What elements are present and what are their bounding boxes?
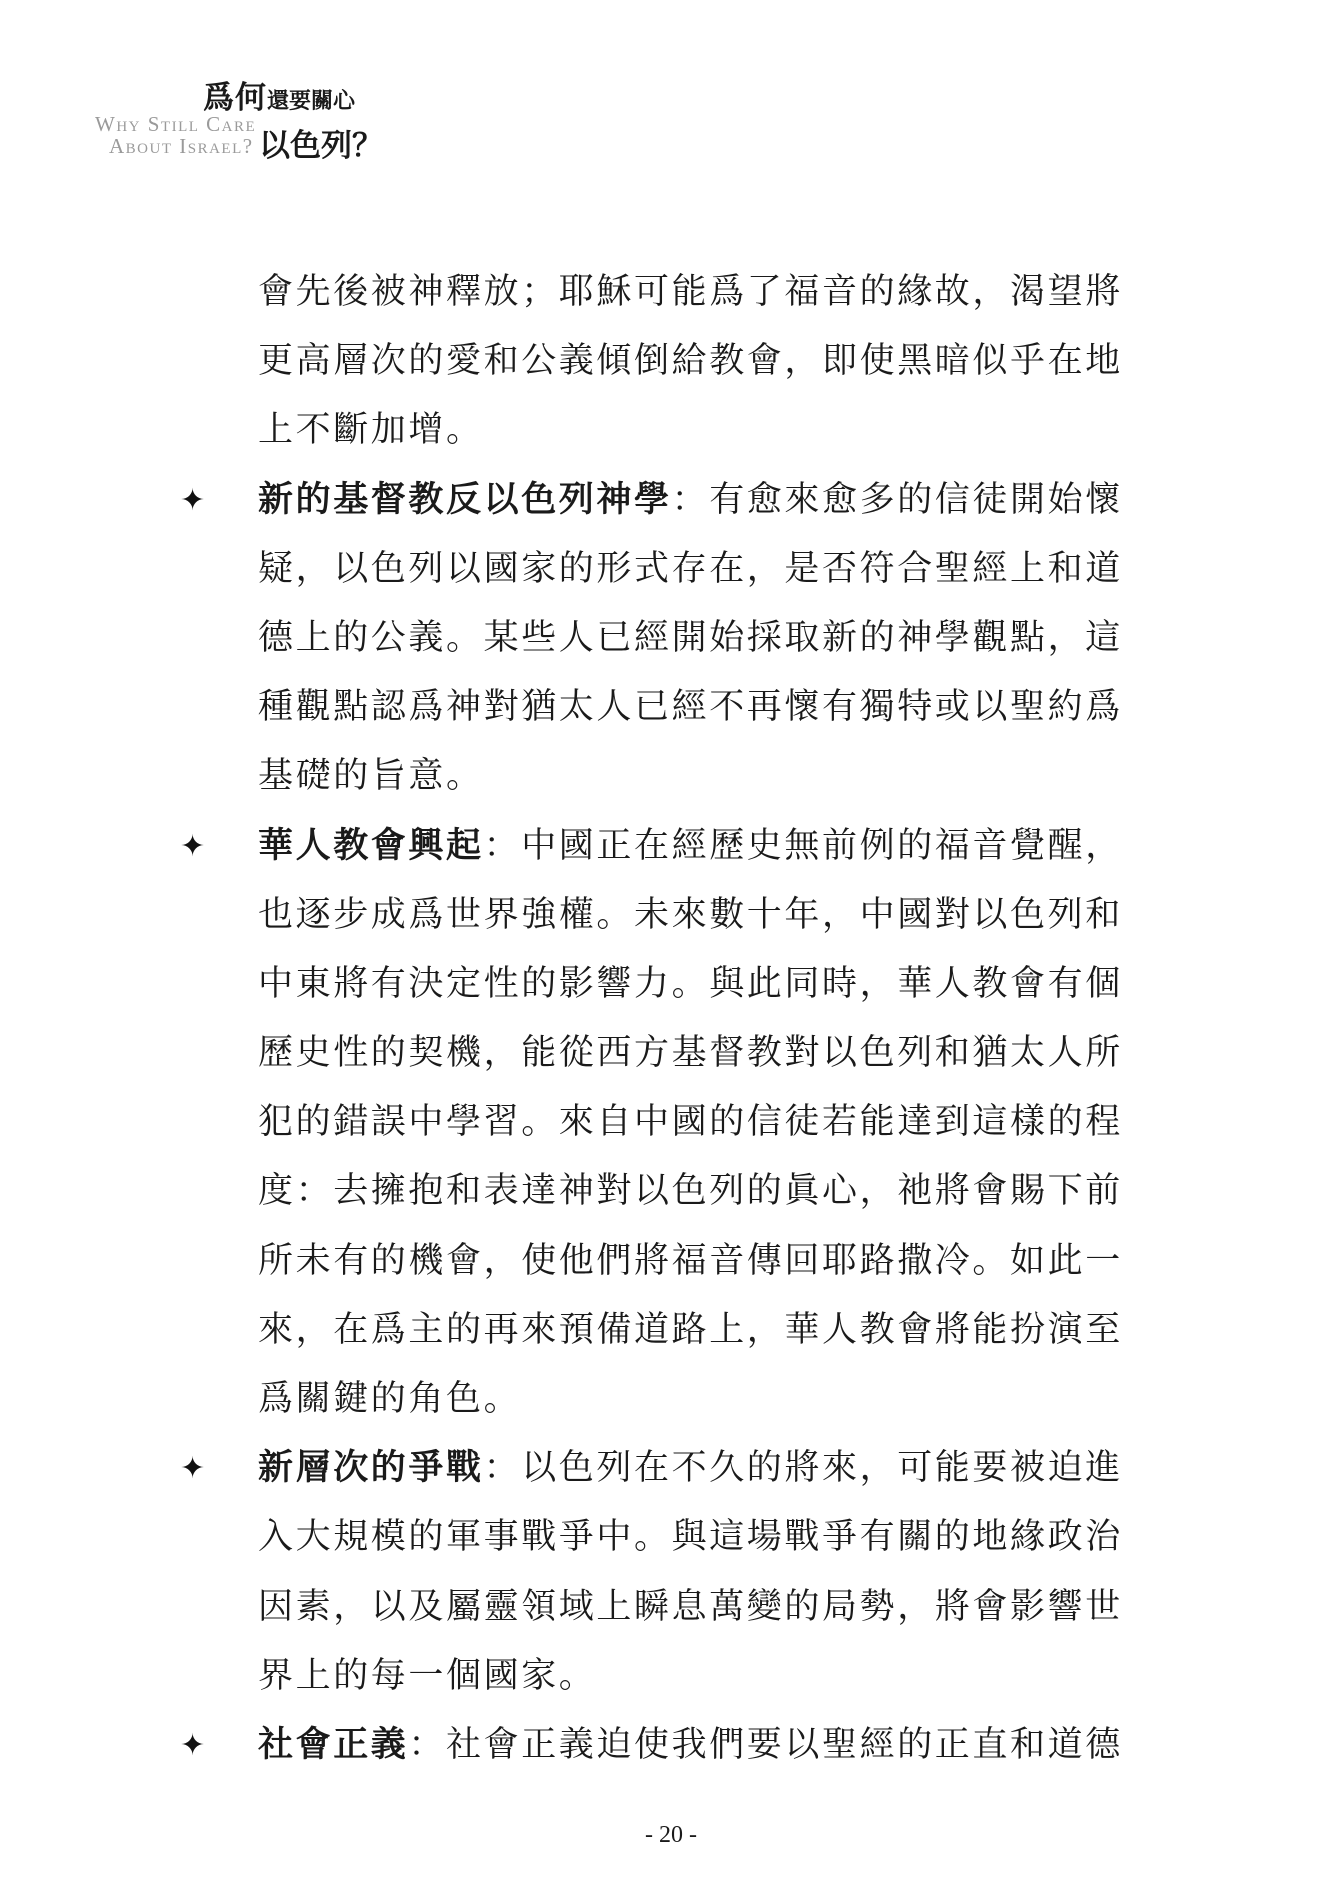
- body-line: 種觀點認爲神對猶太人已經不再懷有獨特或以聖約爲: [258, 687, 1123, 728]
- body-line: 更高層次的愛和公義傾倒給教會，即使黑暗似乎在地: [258, 341, 1123, 382]
- body-line: 德上的公義。某些人已經開始採取新的神學觀點，這: [258, 617, 1123, 658]
- bullet-item-first-line: [180, 1434, 1158, 1503]
- bullet-item-first-line: [180, 466, 1158, 535]
- header-english-line1: Why Still Care: [95, 112, 257, 136]
- body-line: 度：去擁抱和表達神對以色列的眞心，祂將會賜下前: [258, 1171, 1123, 1212]
- body-line: 中東將有決定性的影響力。與此同時，華人教會有個: [258, 963, 1123, 1004]
- body-line: 歷史性的契機，能從西方基督教對以色列和猶太人所: [258, 1033, 1123, 1074]
- body-line: 上不斷加增。: [258, 410, 484, 451]
- bullet-text: ：以色列在不久的將來，可能要被迫進: [483, 1448, 1123, 1489]
- page-body: [180, 258, 1158, 1780]
- star-bullet-icon: ✦: [180, 1727, 208, 1763]
- bullet-term: 新的基督教反以色列神學: [258, 479, 672, 520]
- star-bullet-icon: ✦: [180, 828, 208, 864]
- header-title-part3: 以色列？: [259, 128, 383, 164]
- body-line: 界上的每一個國家。: [258, 1655, 597, 1696]
- body-line: 基礎的旨意。: [258, 756, 484, 797]
- body-line: 所未有的機會，使他們將福音傳回耶路撒冷。如此一: [258, 1240, 1123, 1281]
- bullet-item-first-line: [180, 1711, 1158, 1780]
- body-line: 會先後被神釋放；耶穌可能爲了福音的緣故，渴望將: [258, 272, 1123, 312]
- body-line: 入大規模的軍事戰爭中。與這場戰爭有關的地緣政治: [258, 1517, 1123, 1558]
- star-bullet-icon: ✦: [180, 1451, 208, 1487]
- body-line: 也逐步成爲世界強權。未來數十年，中國對以色列和: [258, 894, 1123, 935]
- body-line: 來，在爲主的再來預備道路上，華人教會將能扮演至: [258, 1309, 1123, 1350]
- star-bullet-icon: ✦: [180, 482, 208, 518]
- body-line: 犯的錯誤中學習。來自中國的信徒若能達到這樣的程: [258, 1102, 1123, 1143]
- bullet-text: ：中國正在經歷史無前例的福音覺醒，: [483, 825, 1123, 866]
- header-english-line2: About Israel?: [109, 134, 254, 158]
- bullet-term: 新層次的爭戰: [258, 1448, 484, 1489]
- header-title-part1: 爲何: [203, 80, 267, 116]
- body-line: 爲關鍵的角色。: [258, 1379, 522, 1419]
- running-header: [95, 72, 395, 162]
- bullet-text: ：有愈來愈多的信徒開始懷: [671, 479, 1123, 520]
- bullet-text: ：社會正義迫使我們要以聖經的正直和道德: [408, 1724, 1123, 1765]
- page-number: - 20 -: [645, 1822, 697, 1848]
- bullet-term: 社會正義: [258, 1724, 409, 1765]
- bullet-item-first-line: [180, 812, 1158, 881]
- body-line: 疑，以色列以國家的形式存在，是否符合聖經上和道: [258, 548, 1123, 589]
- bullet-term: 華人教會興起: [258, 825, 484, 866]
- body-line: 因素，以及屬靈領域上瞬息萬變的局勢，將會影響世: [258, 1586, 1123, 1627]
- header-title-part2: 還要關心: [267, 88, 356, 114]
